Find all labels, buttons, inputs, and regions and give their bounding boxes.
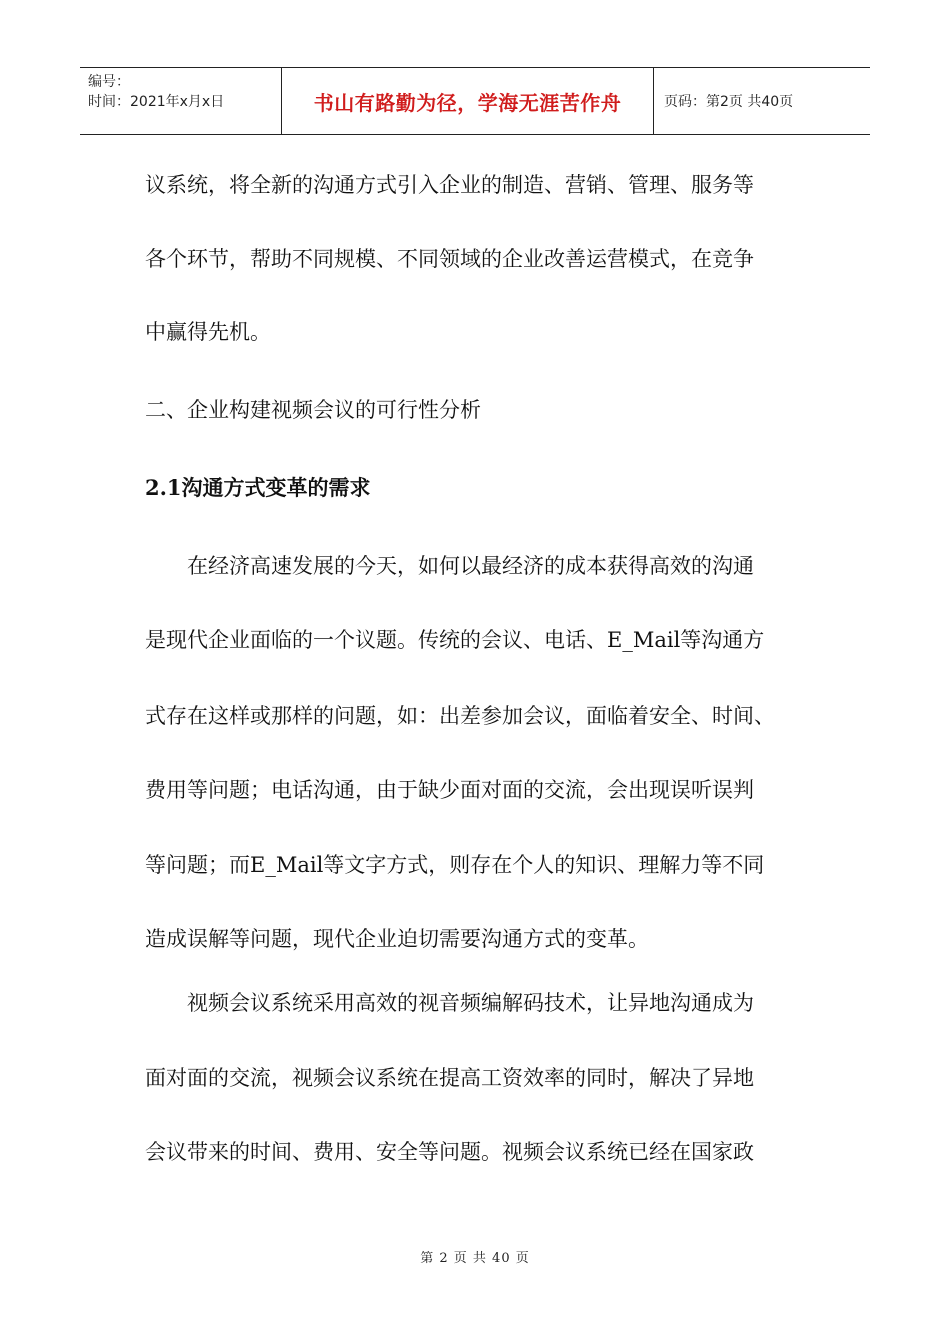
body-line-9: 费用等问题；电话沟通，由于缺少面对面的交流，会出现误听误判 [145,778,754,802]
body-line-12: 视频会议系统采用高效的视音频编解码技术，让异地沟通成为 [145,991,754,1015]
body-line-7: 是现代企业面临的一个议题。传统的会议、电话、E_Mail等沟通方 [145,628,765,652]
body-line-3: 中赢得先机。 [145,320,271,344]
time-label: 时间：2021年x月x日 [88,94,225,110]
body-line-2: 各个环节，帮助不同规模、不同领域的企业改善运营模式，在竞争 [145,247,754,271]
body-line-13: 面对面的交流，视频会议系统在提高工资效率的同时，解决了异地 [145,1066,754,1090]
body-line-14: 会议带来的时间、费用、安全等问题。视频会议系统已经在国家政 [145,1140,754,1164]
section-heading: 二、企业构建视频会议的可行性分析 [145,398,481,422]
subsection-heading: 2.1沟通方式变革的需求 [145,475,371,500]
body-line-6: 在经济高速发展的今天，如何以最经济的成本获得高效的沟通 [145,554,754,578]
serial-number-label: 编号： [88,74,130,90]
document-header [80,67,870,135]
body-line-1: 议系统，将全新的沟通方式引入企业的制造、营销、管理、服务等 [145,173,754,197]
header-page-info: 页码：第2页 共40页 [664,94,794,110]
page-footer: 第 2 页 共 40 页 [420,1251,530,1266]
body-line-11: 造成误解等问题，现代企业迫切需要沟通方式的变革。 [145,927,649,951]
header-meta-cell [80,68,282,134]
body-line-8: 式存在这样或那样的问题，如：出差参加会议，面临着安全、时间、 [145,704,775,728]
header-motto: 书山有路勤为径，学海无涯苦作舟 [282,68,654,134]
body-line-10: 等问题；而E_Mail等文字方式，则存在个人的知识、理解力等不同 [145,853,765,877]
